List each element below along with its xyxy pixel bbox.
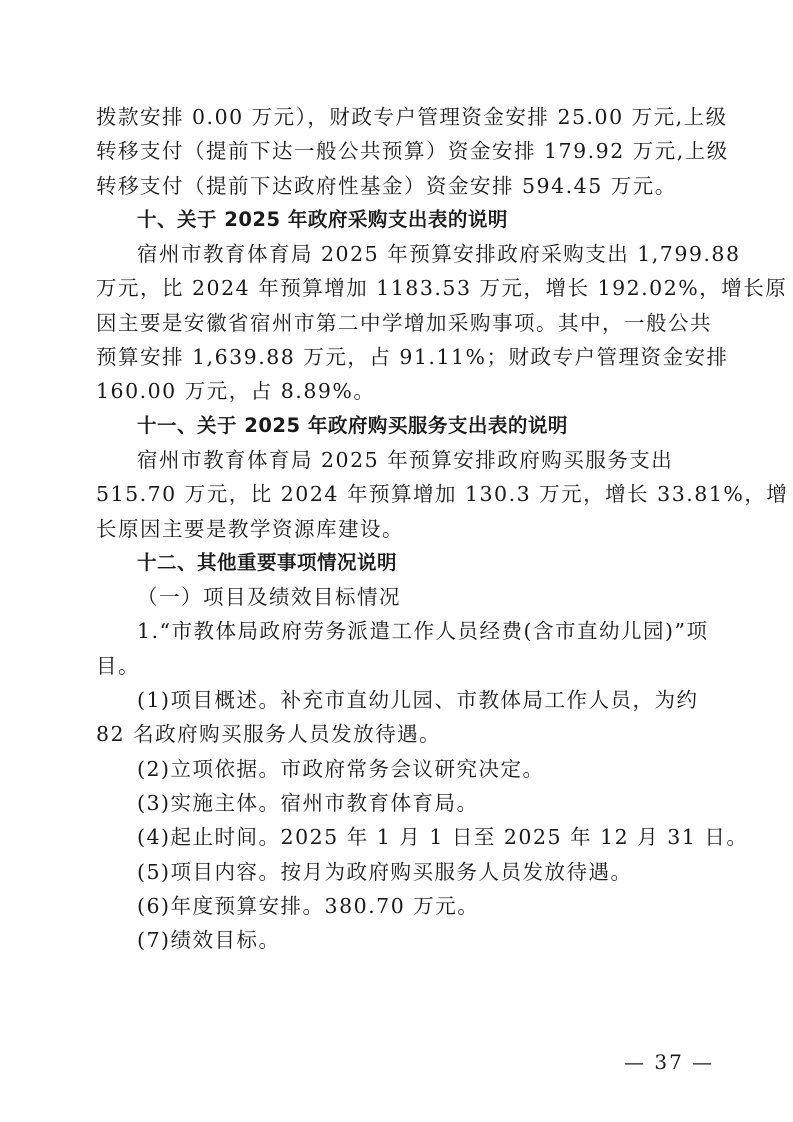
- paragraph-line: 万元，比 2024 年预算增加 1183.53 万元，增长 192.02%，增长原: [96, 276, 788, 301]
- paragraph-line: (7)绩效目标。: [137, 928, 281, 953]
- section-heading-11: 十一、关于 2025 年政府购买服务支出表的说明: [137, 413, 568, 437]
- paragraph-line: 预算安排 1,639.88 万元，占 91.11%；财政专户管理资金安排: [96, 345, 729, 370]
- paragraph-line: (3)实施主体。宿州市教育体育局。: [137, 790, 479, 815]
- paragraph-line: 转移支付（提前下达政府性基金）资金安排 594.45 万元。: [96, 173, 677, 198]
- paragraph-line: 转移支付（提前下达一般公共预算）资金安排 179.92 万元,上级: [96, 139, 729, 164]
- section-heading-10: 十、关于 2025 年政府采购支出表的说明: [137, 207, 508, 231]
- document-body: [96, 100, 789, 957]
- paragraph-line: 515.70 万元，比 2024 年预算增加 130.3 万元，增长 33.81%，增: [96, 482, 789, 507]
- paragraph-line: 目。: [96, 653, 140, 678]
- paragraph-line: (4)起止时间。2025 年 1 月 1 日至 2025 年 12 月 31 日。: [137, 825, 749, 850]
- paragraph-line: 82 名政府购买服务人员发放待遇。: [96, 722, 442, 747]
- paragraph-line: 宿州市教育体育局 2025 年预算安排政府采购支出 1,799.88: [137, 242, 741, 267]
- page-number: — 37 —: [624, 1050, 715, 1074]
- paragraph-line: (1)项目概述。补充市直幼儿园、市教体局工作人员，为约: [137, 688, 699, 713]
- subsection-heading: （一）项目及绩效目标情况: [137, 585, 401, 610]
- paragraph-line: 长原因主要是教学资源库建设。: [96, 516, 404, 541]
- paragraph-line: 因主要是安徽省宿州市第二中学增加采购事项。其中，一般公共: [96, 310, 712, 335]
- paragraph-line: (6)年度预算安排。380.70 万元。: [137, 893, 480, 918]
- paragraph-line: 160.00 万元，占 8.89%。: [96, 379, 376, 404]
- section-heading-12: 十二、其他重要事项情况说明: [137, 550, 398, 574]
- paragraph-line: 宿州市教育体育局 2025 年预算安排政府购买服务支出: [137, 447, 674, 472]
- paragraph-line: (2)立项依据。市政府常务会议研究决定。: [137, 756, 545, 781]
- paragraph-line: (5)项目内容。按月为政府购买服务人员发放待遇。: [137, 859, 633, 884]
- paragraph-line: 拨款安排 0.00 万元），财政专户管理资金安排 25.00 万元,上级: [96, 105, 728, 129]
- paragraph-line: 1.“市教体局政府劳务派遣工作人员经费(含市直幼儿园)”项: [137, 619, 709, 644]
